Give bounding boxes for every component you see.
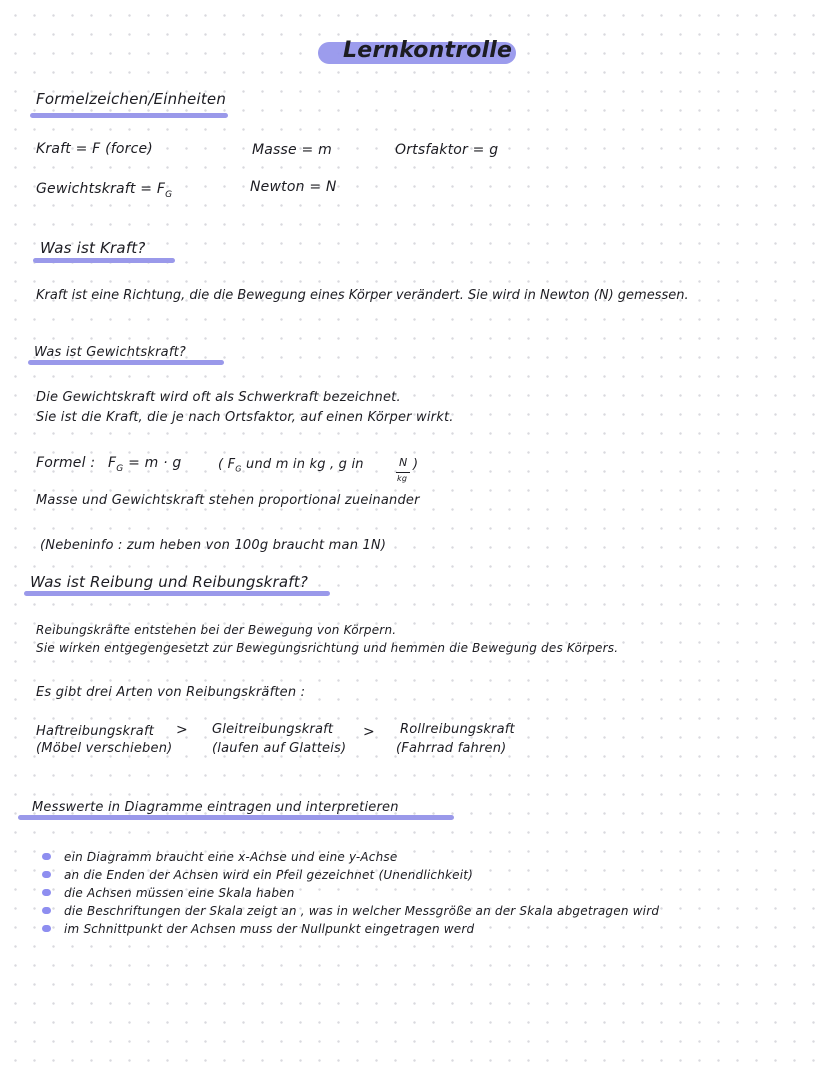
newton-symbol: Newton = N: [250, 179, 337, 195]
formula-units: [218, 457, 364, 474]
gewichtskraft-symbol-text: Gewichtskraft = F: [36, 181, 166, 197]
messwerte-underline: [18, 815, 454, 820]
bullet-item-5: im Schnittpunkt der Achsen muss der Nullpunkt eingetragen werd: [64, 922, 475, 936]
haftreibung-name: Haftreibungskraft: [36, 724, 155, 739]
unit-close: ): [413, 457, 419, 472]
formula-units-open: ( F: [218, 457, 236, 472]
formula-rhs: = m · g: [128, 455, 182, 471]
formula-label: Formel :: [36, 455, 96, 471]
gleitreibung-example: (laufen auf Glatteis): [212, 741, 347, 756]
gleitreibung-name: Gleitreibungskraft: [212, 722, 334, 737]
formula-lhs: F: [107, 455, 117, 471]
gt-sign-1: >: [176, 722, 188, 738]
unit-fraction-num: N: [399, 456, 408, 469]
bullet-marker: [42, 853, 51, 860]
formelzeichen-heading: Formelzeichen/Einheiten: [36, 90, 227, 108]
gewichtskraft-symbol-sub: G: [165, 189, 173, 200]
gewichtskraft-heading: Was ist Gewichtskraft?: [34, 345, 187, 360]
kraft-definition: Kraft ist eine Richtung, die die Bewegung eines Körper verändert. Sie wird in Newton (N) gemessen.: [36, 288, 689, 303]
rollreibung-example: (Fahrrad fahren): [396, 741, 507, 756]
rollreibung-name: Rollreibungskraft: [400, 722, 515, 737]
bullet-item-2: an die Enden der Achsen wird ein Pfeil gezeichnet (Unendlichkeit): [64, 868, 474, 882]
gewichtskraft-underline: [28, 360, 224, 365]
masse-symbol: Masse = m: [252, 142, 332, 158]
gewichtskraft-line-2: Sie ist die Kraft, die je nach Ortsfaktor, auf einen Körper wirkt.: [36, 410, 454, 425]
messwerte-heading: Messwerte in Diagramme eintragen und interpretieren: [32, 800, 399, 815]
gewichtskraft-line-1: Die Gewichtskraft wird oft als Schwerkraft bezeichnet.: [36, 390, 401, 405]
bullet-item-4: die Beschriftungen der Skala zeigt an , was in welcher Messgröße an der Skala abgetragen wird: [64, 904, 660, 918]
kraft-symbol: Kraft = F (force): [36, 141, 153, 157]
formula-row: [36, 455, 182, 474]
unit-fraction-den: kg: [397, 474, 408, 483]
reibung-line-2: Sie wirken entgegengesetzt zur Bewegungsrichtung und hemmen die Bewegung des Körpers.: [36, 641, 619, 655]
nebeninfo-text: (Nebeninfo : zum heben von 100g braucht man 1N): [40, 538, 387, 553]
reibung-heading: Was ist Reibung und Reibungskraft?: [30, 573, 309, 591]
bullet-marker: [42, 889, 51, 896]
kraft-underline: [33, 258, 175, 263]
reibung-arten: Es gibt drei Arten von Reibungskräften :: [36, 685, 306, 700]
formula-lhs-sub: G: [116, 463, 124, 474]
formelzeichen-underline: [30, 113, 228, 118]
formula-units-sub: G: [235, 464, 242, 474]
gt-sign-2: >: [363, 724, 375, 740]
reibung-underline: [24, 591, 330, 596]
ortsfaktor-symbol: Ortsfaktor = g: [395, 142, 499, 158]
bullet-marker: [42, 925, 51, 932]
formula-units-rest: und m in kg , g in: [246, 457, 364, 472]
unit-fraction-bar: [396, 472, 410, 473]
bullet-item-1: ein Diagramm braucht eine x-Achse und eine y-Achse: [64, 850, 398, 864]
kraft-heading: Was ist Kraft?: [40, 239, 146, 257]
bullet-item-3: die Achsen müssen eine Skala haben: [64, 886, 295, 900]
haftreibung-example: (Möbel verschieben): [36, 741, 173, 756]
reibung-line-1: Reibungskräfte entstehen bei der Bewegung von Körpern.: [36, 623, 397, 637]
page-title: Lernkontrolle: [343, 38, 513, 63]
proportional-text: Masse und Gewichtskraft stehen proportional zueinander: [36, 493, 420, 508]
bullet-marker: [42, 871, 51, 878]
bullet-marker: [42, 907, 51, 914]
gewichtskraft-symbol: [36, 181, 172, 200]
